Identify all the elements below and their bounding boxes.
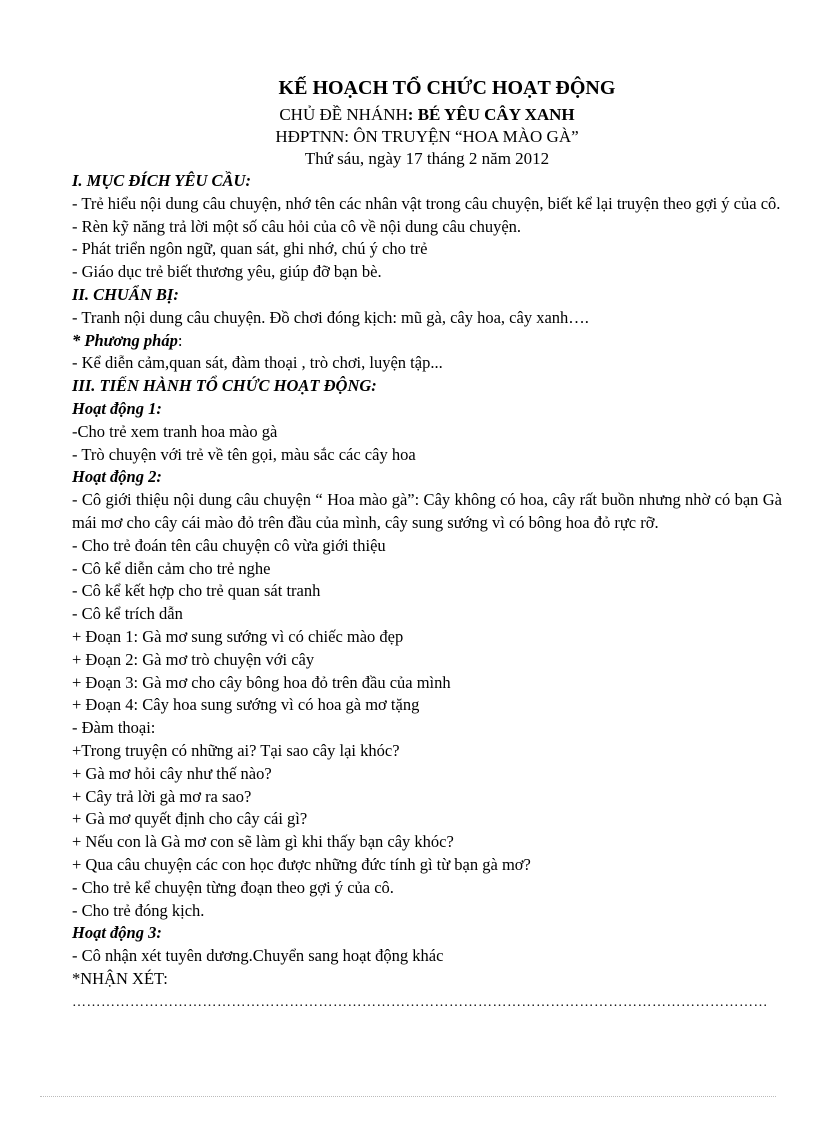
method-heading-row	[72, 330, 782, 353]
review-label: *NHẬN XÉT:	[72, 968, 168, 988]
activity2-line: + Gà mơ quyết định cho cây cái gì?	[72, 809, 308, 829]
section1-line: - Trẻ hiểu nội dung câu chuyện, nhớ tên các nhân vật trong câu chuyện, biết kể lại truyện theo gợi ý của cô.	[72, 193, 781, 213]
activity1-line: - Trò chuyện với trẻ về tên gọi, màu sắc các cây hoa	[72, 444, 416, 464]
section1-line: - Phát triển ngôn ngữ, quan sát, ghi nhớ, chú ý cho trẻ	[72, 239, 428, 259]
activity2-line: + Cây trả lời gà mơ ra sao?	[72, 786, 252, 806]
activity2-line: - Cho trẻ kể chuyện từng đoạn theo gợi ý của cô.	[72, 877, 394, 897]
activity3-line: - Cô nhận xét tuyên dương.Chuyển sang hoạt động khác	[72, 946, 444, 966]
activity2-line: - Cô kể kết hợp cho trẻ quan sát tranh	[72, 581, 321, 601]
method-heading: * Phương pháp	[72, 330, 178, 350]
page-bottom-divider	[40, 1096, 776, 1097]
section1-heading: I. MỤC ĐÍCH YÊU CẦU:	[72, 171, 251, 190]
activity2-line: + Gà mơ hỏi cây như thế nào?	[72, 763, 272, 783]
review-dotted-line: ………………………………………………………………………………………………………………………………	[72, 994, 768, 1010]
activity2-line: + Đoạn 2: Gà mơ trò chuyện với cây	[72, 649, 315, 669]
activity2-line: + Qua câu chuyện các con học được những đức tính gì từ bạn gà mơ?	[72, 854, 531, 874]
section1-line: - Rèn kỹ năng trả lời một số câu hỏi của cô về nội dung câu chuyện.	[72, 216, 522, 236]
activity2-line: + Đoạn 4: Cây hoa sung sướng vì có hoa gà mơ tặng	[72, 695, 420, 715]
activity2-line: + Nếu con là Gà mơ con sẽ làm gì khi thấy bạn cây khóc?	[72, 832, 454, 852]
document-title: KẾ HOẠCH TỔ CHỨC HOẠT ĐỘNG	[278, 77, 616, 99]
branch-topic	[72, 104, 782, 126]
activity2-intro: - Cô giới thiệu nội dung câu chuyện “ Hoa mào gà”: Cây không có hoa, cây rất buồn nhưng nhờ có bạn Gà mái mơ cho cây cái mào đỏ trên đầu của mình, cây sung sướng vì có bông hoa đỏ rực rỡ.	[72, 490, 782, 532]
section3-heading: III. TIẾN HÀNH TỔ CHỨC HOẠT ĐỘNG:	[72, 376, 377, 396]
activity1-heading: Hoạt động 1:	[72, 398, 162, 418]
activity2-line: + Đoạn 3: Gà mơ cho cây bông hoa đỏ trên đầu của mình	[72, 672, 451, 692]
method-line: - Kể diễn cảm,quan sát, đàm thoại , trò chơi, luyện tập...	[72, 353, 443, 373]
method-colon: :	[177, 330, 183, 350]
section2-line: - Tranh nội dung câu chuyện. Đồ chơi đóng kịch: mũ gà, cây hoa, cây xanh….	[72, 307, 589, 327]
activity2-line: - Đàm thoại:	[72, 718, 156, 738]
activity2-line: - Cho trẻ đoán tên câu chuyện cô vừa giới thiệu	[72, 535, 386, 555]
section2-heading: II. CHUẨN BỊ:	[72, 284, 179, 304]
activity2-line: - Cho trẻ đóng kịch.	[72, 900, 205, 920]
activity-name: HĐPTNN: ÔN TRUYỆN “HOA MÀO GÀ”	[275, 127, 579, 146]
activity2-heading: Hoạt động 2:	[72, 467, 162, 487]
activity2-line: - Cô kể diễn cảm cho trẻ nghe	[72, 558, 271, 578]
document-page	[72, 72, 782, 1013]
activity2-line: - Cô kể trích dẫn	[72, 604, 183, 624]
activity1-line: -Cho trẻ xem tranh hoa mào gà	[72, 421, 278, 441]
activity2-line: +Trong truyện có những ai? Tại sao cây lại khóc?	[72, 740, 400, 760]
document-date: Thứ sáu, ngày 17 tháng 2 năm 2012	[304, 149, 550, 168]
branch-prefix: CHỦ ĐỀ NHÁNH	[279, 105, 408, 124]
activity2-line: + Đoạn 1: Gà mơ sung sướng vì có chiếc mào đẹp	[72, 626, 404, 646]
branch-name: : BÉ YÊU CÂY XANH	[407, 105, 575, 124]
section1-line: - Giáo dục trẻ biết thương yêu, giúp đỡ bạn bè.	[72, 262, 382, 282]
activity3-heading: Hoạt động 3:	[72, 923, 162, 943]
